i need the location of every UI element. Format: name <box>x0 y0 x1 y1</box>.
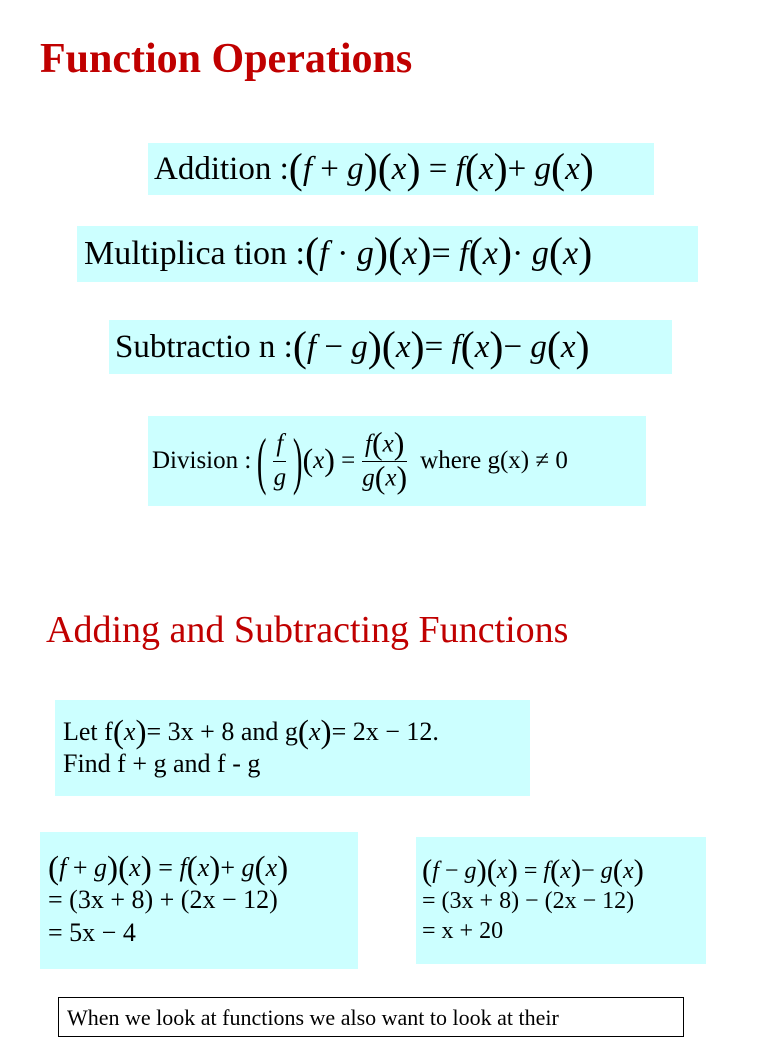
subtraction-formula <box>109 320 672 374</box>
addition-formula <box>148 143 654 195</box>
sum-line-2: = (3x + 8) + (2x − 12) <box>48 885 278 915</box>
subtraction-label: Subtractio n : <box>115 328 293 365</box>
multiplication-label: Multiplica tion : <box>84 235 305 272</box>
section-title: Adding and Subtracting Functions <box>46 609 569 651</box>
division-formula: Division : ( $\frac{f}{g}$ ) (x) = $\frac{f(x)}{g(x)}$ where g(x) ≠ 0 <box>148 416 646 506</box>
note-box: When we look at functions we also want to look at their <box>58 997 684 1037</box>
difference-line-1: (f − g)(x) = f(x)− g(x) <box>422 852 644 887</box>
sum-solution <box>40 832 358 969</box>
division-condition: where g(x) ≠ 0 <box>420 447 568 474</box>
sum-line-1: (f + g)(x) = f(x)+ g(x) <box>48 849 289 887</box>
fx-over-gx-fraction: $\frac{f(x)}{g(x)}$ <box>362 424 408 495</box>
multiplication-formula <box>77 226 698 282</box>
division-label: Division : <box>152 447 252 474</box>
problem-statement <box>55 700 530 796</box>
f-over-g-fraction: $\frac{f}{g}$ <box>273 430 287 491</box>
problem-line-1: Let f(x)= 3x + 8 and g(x)= 2x − 12. <box>63 713 439 751</box>
sum-line-3: = 5x − 4 <box>48 917 136 947</box>
subtraction-expression: (f − g)(x)= f(x)− g(x) <box>292 322 590 370</box>
division-argument: (x) = <box>302 441 356 478</box>
multiplication-expression: (f · g)(x)= f(x)· g(x) <box>304 229 593 277</box>
difference-solution <box>416 837 706 964</box>
difference-line-3: = x + 20 <box>422 917 504 944</box>
addition-expression: (f + g)(x) = f(x)+ g(x) <box>288 144 594 192</box>
addition-label: Addition : <box>154 150 289 187</box>
page-title: Function Operations <box>40 36 413 82</box>
problem-line-2: Find f + g and f - g <box>63 749 261 778</box>
difference-line-2: = (3x + 8) − (2x − 12) <box>422 887 635 914</box>
